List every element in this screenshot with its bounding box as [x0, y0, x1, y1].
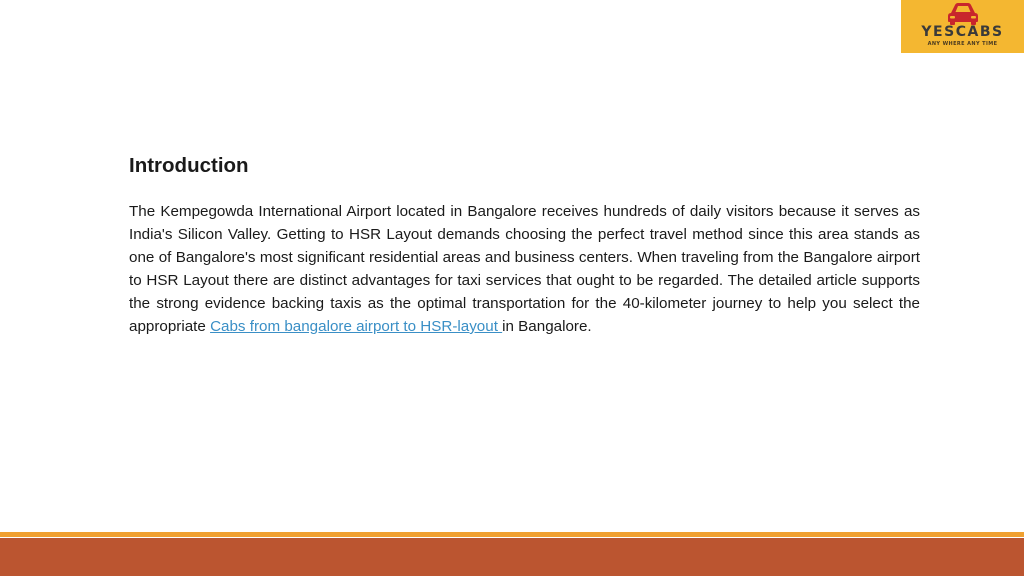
footer-accent-line [0, 532, 1024, 537]
logo-tagline: ANY WHERE ANY TIME [927, 41, 998, 47]
cabs-airport-hsr-link[interactable]: Cabs from bangalore airport to HSR-layout [210, 318, 503, 335]
car-icon [945, 2, 981, 26]
paragraph-trailing-text: in Bangalore. [502, 318, 592, 335]
intro-paragraph [129, 200, 920, 338]
footer-band [0, 538, 1024, 576]
logo-wordmark: YESCABS [921, 24, 1004, 40]
paragraph-body-text: The Kempegowda International Airport located in Bangalore receives hundreds of daily visitors because it serves as India's Silicon Valley. Getting to HSR Layout demands choosing the perfect travel method since this area stands as one of Bangalore's most significant residential areas and business centers. When traveling from the Bangalore airport to HSR Layout there are distinct advantages for taxi services that ought to be regarded. The detailed article supports the strong evidence backing taxis as the optimal transportation for the 40-kilometer journey to help you select the appropriate [129, 203, 920, 335]
slide-content [129, 152, 920, 338]
slide-heading: Introduction [129, 154, 249, 177]
yescabs-logo [901, 0, 1024, 53]
